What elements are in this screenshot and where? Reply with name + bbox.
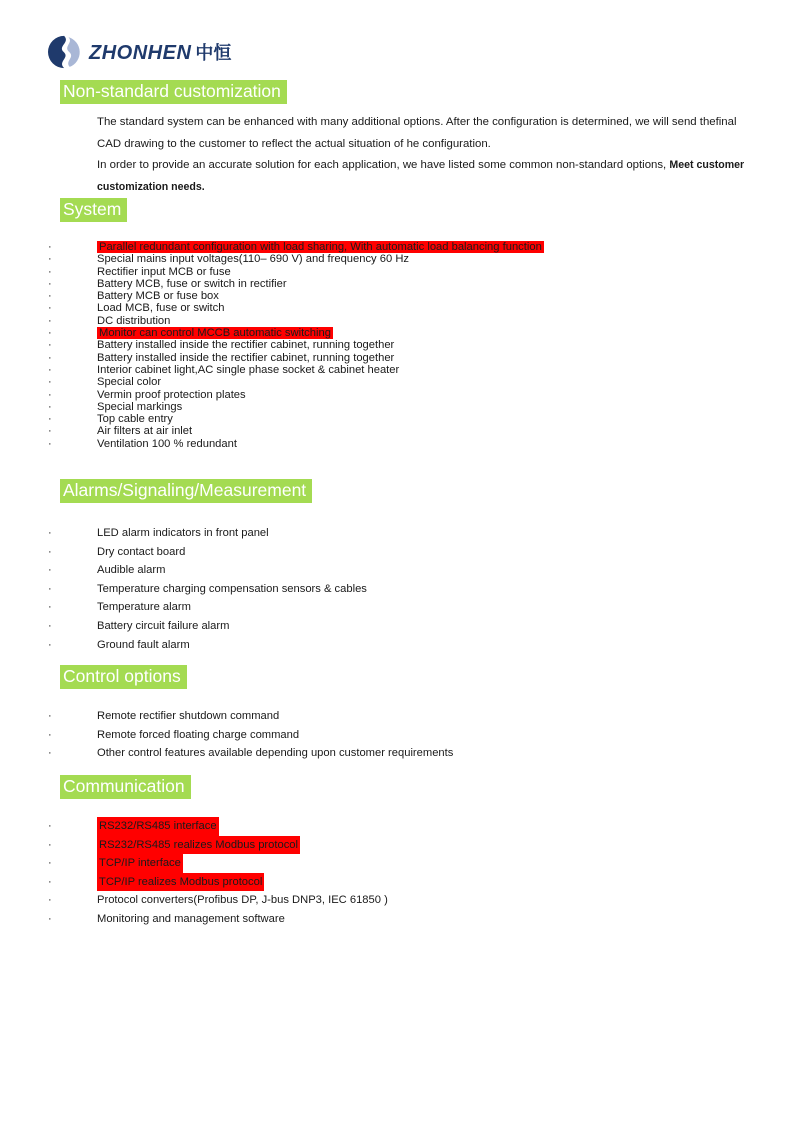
list-item-label: Top cable entry bbox=[97, 413, 173, 426]
list-item-label: Battery circuit failure alarm bbox=[97, 619, 230, 632]
company-logo bbox=[48, 33, 231, 71]
list-item-label: RS232/RS485 realizes Modbus protocol bbox=[97, 836, 300, 855]
intro-paragraph-1: The standard system can be enhanced with many additional options. After the configuration is determined, we will send thefinal CAD drawing to the customer to reflect the actual situation of he configuration. bbox=[97, 116, 737, 150]
bullet-icon: · bbox=[48, 400, 52, 413]
list-item-label: LED alarm indicators in front panel bbox=[97, 527, 269, 539]
bullet-icon: · bbox=[48, 241, 52, 253]
bullet-icon: · bbox=[48, 838, 52, 851]
list-item-label: Special color bbox=[97, 376, 162, 389]
intro-paragraphs bbox=[97, 112, 748, 198]
list-item-label: Audible alarm bbox=[97, 564, 166, 577]
list-item-label: Temperature alarm bbox=[97, 601, 191, 614]
bullet-icon: · bbox=[48, 290, 52, 303]
bullet-icon: · bbox=[48, 314, 52, 327]
list-item bbox=[0, 302, 794, 314]
list-item bbox=[0, 315, 794, 327]
communication-options-list bbox=[0, 817, 794, 929]
bullet-icon: · bbox=[48, 638, 52, 651]
list-item bbox=[0, 524, 794, 543]
bullet-icon: · bbox=[48, 265, 52, 278]
bullet-icon: · bbox=[48, 894, 52, 907]
bullet-icon: · bbox=[48, 545, 52, 558]
list-item bbox=[0, 290, 794, 302]
list-item-label: Special markings bbox=[97, 400, 183, 413]
list-item-label: Battery MCB or fuse box bbox=[97, 290, 219, 303]
list-item bbox=[0, 401, 794, 413]
list-item bbox=[0, 854, 794, 873]
heading-control-options: Control options bbox=[60, 665, 187, 689]
list-item bbox=[0, 910, 794, 929]
list-item bbox=[0, 425, 794, 437]
bullet-icon: · bbox=[48, 376, 52, 389]
system-options-list bbox=[0, 241, 794, 450]
bullet-icon: · bbox=[48, 820, 52, 832]
bullet-icon: · bbox=[48, 710, 52, 722]
list-item-label: Other control features available depending upon customer requirements bbox=[97, 747, 454, 760]
bullet-icon: · bbox=[48, 425, 52, 438]
intro-paragraph-2 bbox=[97, 155, 748, 198]
list-item-label: TCP/IP interface bbox=[97, 854, 183, 873]
list-item-label: Battery MCB, fuse or switch in rectifier bbox=[97, 277, 287, 290]
bullet-icon: · bbox=[48, 728, 52, 741]
list-item bbox=[0, 389, 794, 401]
list-item bbox=[0, 327, 794, 339]
list-item-label: Ventilation 100 % redundant bbox=[97, 437, 237, 450]
list-item bbox=[0, 817, 794, 836]
list-item bbox=[0, 873, 794, 892]
heading-non-standard-customization: Non-standard customization bbox=[60, 80, 287, 104]
list-item bbox=[0, 241, 794, 253]
list-item bbox=[0, 726, 794, 745]
bullet-icon: · bbox=[48, 619, 52, 632]
list-item-label: DC distribution bbox=[97, 314, 171, 327]
bullet-icon: · bbox=[48, 747, 52, 760]
bullet-icon: · bbox=[48, 277, 52, 290]
heading-system: System bbox=[60, 198, 127, 222]
list-item bbox=[0, 376, 794, 388]
list-item bbox=[0, 253, 794, 265]
bullet-icon: · bbox=[48, 912, 52, 925]
list-item bbox=[0, 438, 794, 450]
list-item-label: Battery installed inside the rectifier cabinet, running together bbox=[97, 351, 395, 364]
bullet-icon: · bbox=[48, 875, 52, 888]
list-item bbox=[0, 364, 794, 376]
list-item bbox=[0, 598, 794, 617]
list-item bbox=[0, 561, 794, 580]
bullet-icon: · bbox=[48, 363, 52, 376]
list-item bbox=[0, 580, 794, 599]
list-item-label: Vermin proof protection plates bbox=[97, 388, 246, 401]
list-item-label: Remote forced floating charge command bbox=[97, 728, 300, 741]
list-item bbox=[0, 543, 794, 562]
bullet-icon: · bbox=[48, 437, 52, 450]
list-item-label: Interior cabinet light,AC single phase socket & cabinet heater bbox=[97, 363, 400, 376]
list-item-label: Ground fault alarm bbox=[97, 638, 190, 651]
list-item-label: Protocol converters(Profibus DP, J-bus DNP3, IEC 61850 ) bbox=[97, 894, 388, 907]
list-item-label: Battery installed inside the rectifier cabinet, running together bbox=[97, 339, 395, 352]
list-item bbox=[0, 266, 794, 278]
list-item bbox=[0, 617, 794, 636]
logo-text bbox=[89, 39, 231, 65]
list-item bbox=[0, 278, 794, 290]
bullet-icon: · bbox=[48, 253, 52, 266]
list-item bbox=[0, 636, 794, 655]
control-options-list bbox=[0, 707, 794, 763]
bullet-icon: · bbox=[48, 388, 52, 401]
list-item-label: Rectifier input MCB or fuse bbox=[97, 265, 231, 278]
list-item-label: RS232/RS485 interface bbox=[97, 817, 219, 836]
list-item-label: Temperature charging compensation sensors & cables bbox=[97, 582, 367, 595]
list-item bbox=[0, 836, 794, 855]
bullet-icon: · bbox=[48, 601, 52, 614]
intro-paragraph-2-emphasis: Meet customer customization needs. bbox=[97, 159, 745, 193]
brand-name-en: ZHONHEN bbox=[89, 42, 192, 64]
list-item bbox=[0, 707, 794, 726]
bullet-icon: · bbox=[48, 339, 52, 352]
bullet-icon: · bbox=[48, 582, 52, 595]
list-item-label: Air filters at air inlet bbox=[97, 425, 193, 438]
list-item-label: Remote rectifier shutdown command bbox=[97, 710, 280, 722]
list-item bbox=[0, 744, 794, 763]
bullet-icon: · bbox=[48, 413, 52, 426]
list-item-label: Load MCB, fuse or switch bbox=[97, 302, 225, 315]
zhonhen-logo-icon bbox=[48, 33, 82, 71]
bullet-icon: · bbox=[48, 857, 52, 870]
list-item-label: Monitoring and management software bbox=[97, 912, 285, 925]
list-item bbox=[0, 891, 794, 910]
alarms-options-list bbox=[0, 524, 794, 654]
bullet-icon: · bbox=[48, 564, 52, 577]
heading-alarms-signaling-measurement: Alarms/Signaling/Measurement bbox=[60, 479, 312, 503]
intro-paragraph-2-text: In order to provide an accurate solution for each application, we have listed some common non-standard options, bbox=[97, 159, 670, 171]
list-item-label: TCP/IP realizes Modbus protocol bbox=[97, 873, 264, 892]
list-item-label: Special mains input voltages(110– 690 V) and frequency 60 Hz bbox=[97, 253, 409, 266]
bullet-icon: · bbox=[48, 351, 52, 364]
list-item-label: Dry contact board bbox=[97, 545, 186, 558]
bullet-icon: · bbox=[48, 302, 52, 315]
list-item bbox=[0, 413, 794, 425]
bullet-icon: · bbox=[48, 327, 52, 340]
list-item bbox=[0, 352, 794, 364]
brand-name-cn: 中恒 bbox=[195, 43, 232, 64]
bullet-icon: · bbox=[48, 527, 52, 539]
list-item bbox=[0, 339, 794, 351]
list-item-label: Parallel redundant configuration with load sharing, With automatic load balancing function bbox=[99, 241, 542, 253]
heading-communication: Communication bbox=[60, 775, 191, 799]
list-item-label: Monitor can control MCCB automatic switching bbox=[99, 327, 331, 340]
